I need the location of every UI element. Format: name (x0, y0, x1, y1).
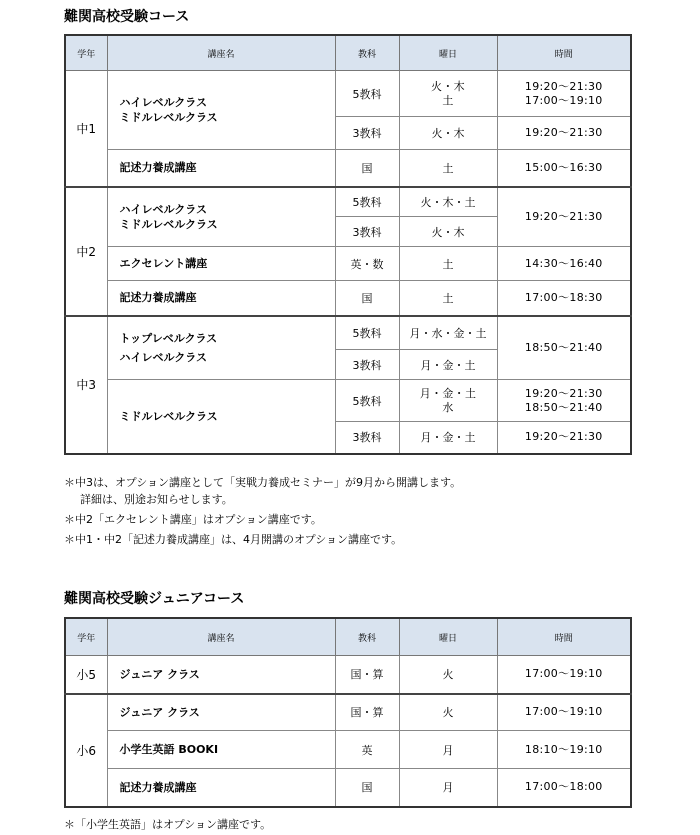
subject-cell: 5教科 (335, 380, 399, 422)
grade-cell: 中2 (65, 187, 107, 316)
day-cell: 月・金・土 (399, 350, 497, 380)
time-cell: 18:50〜21:40 (497, 316, 631, 380)
time-value: 19:20〜21:30 (524, 386, 603, 400)
advanced-course-notes (64, 474, 461, 548)
course-cell (107, 71, 335, 150)
day-cell: 火・木 (399, 117, 497, 150)
time-value: 17:00〜19:10 (524, 93, 603, 107)
time-cell (497, 380, 631, 422)
day-cell: 土 (399, 150, 497, 187)
subject-cell: 国 (335, 769, 399, 807)
day-cell: 月 (399, 769, 497, 807)
subject-cell: 英・数 (335, 247, 399, 281)
note-text: ＊中2「エクセレント講座」はオプション講座です。 (64, 513, 322, 526)
course-cell: ミドルレベルクラス (107, 380, 335, 454)
day-cell: 月・水・金・土 (399, 316, 497, 350)
table-row (65, 71, 631, 117)
table-row (65, 187, 631, 217)
header-time: 時間 (497, 35, 631, 71)
course-cell: エクセレント講座 (107, 247, 335, 281)
day-cell: 火 (399, 694, 497, 731)
table-row (65, 380, 631, 422)
day-cell (399, 71, 497, 117)
day-cell: 土 (399, 281, 497, 316)
subject-cell: 5教科 (335, 187, 399, 217)
course-cell (107, 316, 335, 380)
advanced-course-table (64, 34, 632, 455)
time-cell: 15:00〜16:30 (497, 150, 631, 187)
time-cell: 14:30〜16:40 (497, 247, 631, 281)
subject-cell: 国・算 (335, 656, 399, 694)
note-text: ＊中3は、オプション講座として「実戦力養成セミナー」が9月から開講します。 (64, 476, 462, 489)
course-cell: 記述力養成講座 (107, 281, 335, 316)
time-cell: 19:20〜21:30 (497, 422, 631, 454)
subject-cell: 3教科 (335, 117, 399, 150)
junior-course-notes (64, 816, 271, 833)
subject-cell: 国 (335, 150, 399, 187)
time-value: 18:50〜21:40 (524, 400, 603, 414)
course-cell: ジュニア クラス (107, 656, 335, 694)
table-row (65, 656, 631, 694)
day-cell: 土 (399, 247, 497, 281)
header-grade: 学年 (65, 618, 107, 656)
header-subject: 教科 (335, 35, 399, 71)
time-cell: 17:00〜18:30 (497, 281, 631, 316)
day-value: 月・金・土 (419, 386, 477, 400)
note-text: 詳細は、別途お知らせします。 (80, 493, 233, 506)
day-cell: 月 (399, 731, 497, 769)
time-cell: 19:20〜21:30 (497, 187, 631, 247)
subject-cell: 3教科 (335, 217, 399, 247)
table-row (65, 316, 631, 350)
table-row (65, 247, 631, 281)
time-cell: 18:10〜19:10 (497, 731, 631, 769)
subject-cell: 5教科 (335, 316, 399, 350)
table-header-row (65, 618, 631, 656)
day-value: 火・木 (431, 79, 465, 93)
time-cell: 17:00〜18:00 (497, 769, 631, 807)
header-course: 講座名 (107, 618, 335, 656)
day-cell: 火・木 (399, 217, 497, 247)
grade-cell: 小5 (65, 656, 107, 694)
day-value: 土 (442, 93, 454, 107)
course-cell: 小学生英語 BOOKⅠ (107, 731, 335, 769)
subject-cell: 3教科 (335, 350, 399, 380)
course-name: ハイレベルクラス (119, 202, 207, 216)
subject-cell: 国 (335, 281, 399, 316)
course-name: ミドルレベルクラス (119, 111, 218, 124)
day-cell: 火・木・土 (399, 187, 497, 217)
header-grade: 学年 (65, 35, 107, 71)
junior-course-table (64, 617, 632, 808)
grade-cell: 中1 (65, 71, 107, 187)
header-course: 講座名 (107, 35, 335, 71)
day-cell: 火 (399, 656, 497, 694)
time-value: 19:20〜21:30 (524, 79, 603, 93)
course-cell: 記述力養成講座 (107, 150, 335, 187)
course-cell: 記述力養成講座 (107, 769, 335, 807)
time-cell: 19:20〜21:30 (497, 117, 631, 150)
subject-cell: 5教科 (335, 71, 399, 117)
header-time: 時間 (497, 618, 631, 656)
table-row (65, 150, 631, 187)
time-cell: 17:00〜19:10 (497, 656, 631, 694)
table-row (65, 769, 631, 807)
grade-cell: 小6 (65, 694, 107, 807)
table-row (65, 731, 631, 769)
course-name: ミドルレベルクラス (119, 217, 218, 231)
subject-cell: 英 (335, 731, 399, 769)
day-cell (399, 380, 497, 422)
header-day: 曜日 (399, 35, 497, 71)
day-cell: 月・金・土 (399, 422, 497, 454)
day-value: 水 (442, 400, 454, 414)
section-title-junior: 難関高校受験ジュニアコース (64, 591, 245, 607)
subject-cell: 3教科 (335, 422, 399, 454)
table-row (65, 694, 631, 731)
table-header-row (65, 35, 631, 71)
time-cell: 17:00〜19:10 (497, 694, 631, 731)
note-text: ＊中1・中2「記述力養成講座」は、4月開講のオプション講座です。 (64, 533, 403, 546)
table-row (65, 281, 631, 316)
course-name: トップレベルクラス (119, 331, 218, 345)
course-name: ハイレベルクラス (119, 96, 207, 109)
section-title-advanced: 難関高校受験コース (64, 9, 190, 25)
course-name: ハイレベルクラス (119, 350, 207, 364)
note-text: ＊「小学生英語」はオプション講座です。 (64, 818, 272, 831)
header-subject: 教科 (335, 618, 399, 656)
grade-cell: 中3 (65, 316, 107, 454)
subject-cell: 国・算 (335, 694, 399, 731)
course-cell: ジュニア クラス (107, 694, 335, 731)
header-day: 曜日 (399, 618, 497, 656)
time-cell (497, 71, 631, 117)
course-cell (107, 187, 335, 247)
